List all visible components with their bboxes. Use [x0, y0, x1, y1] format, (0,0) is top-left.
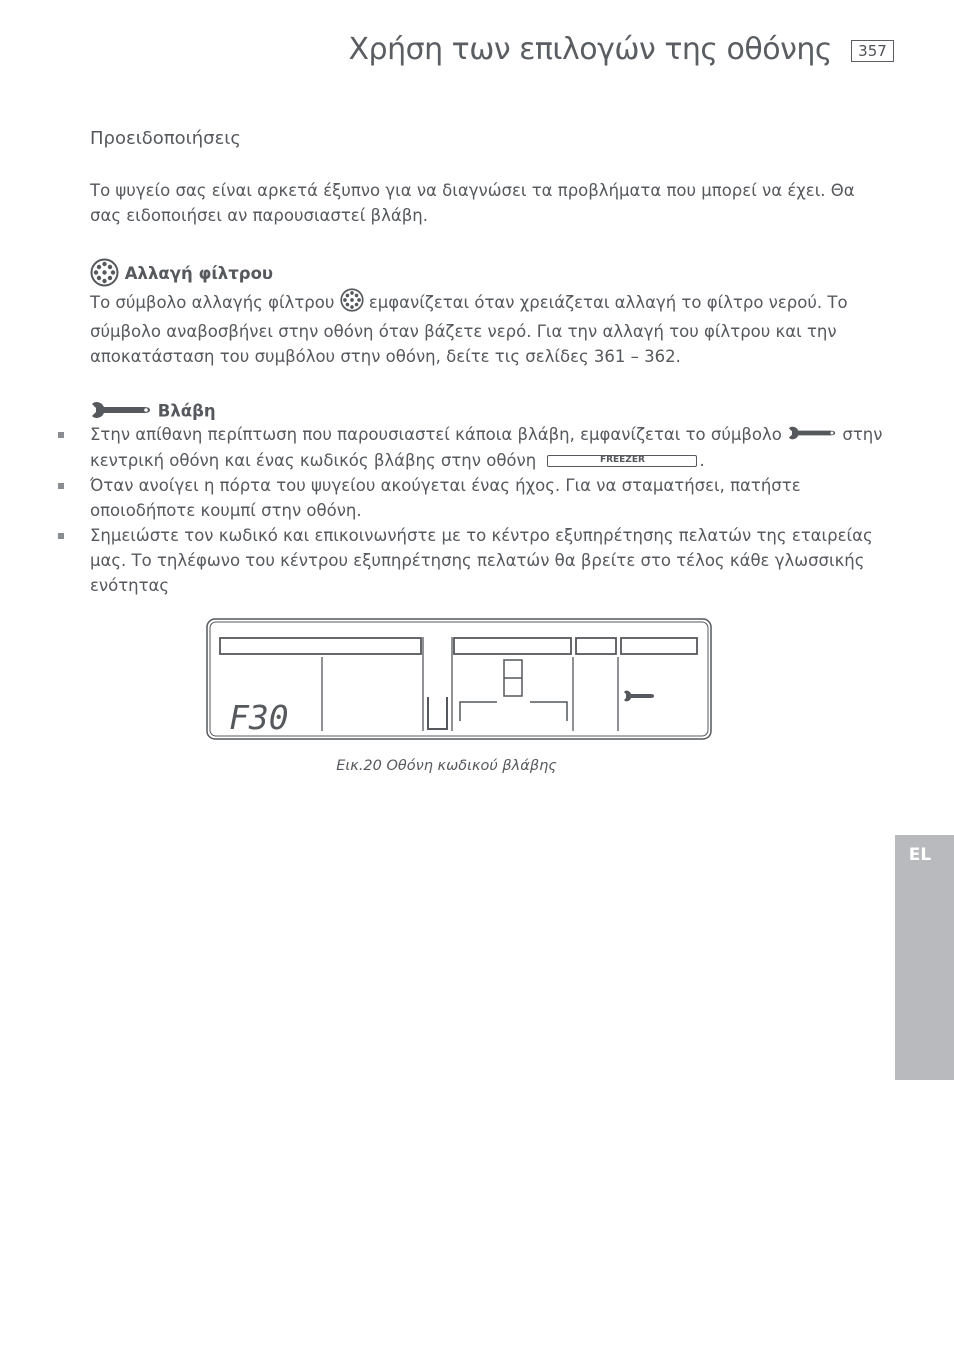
filter-text-before: Το σύμβολο αλλαγής φίλτρου — [90, 293, 335, 312]
intro-paragraph: Το ψυγείο σας είναι αρκετά έξυπνο για να διαγνώσει τα προβλήματα που μπορεί να έχει. Θα σας ειδοποιήσει αν παρουσιαστεί βλάβη. — [90, 181, 855, 225]
wrench-icon — [787, 423, 837, 448]
filter-change-heading: Αλλαγή φίλτρου — [124, 264, 274, 283]
language-tab-label: EL — [908, 845, 932, 865]
filter-icon — [340, 288, 364, 319]
wrench-icon — [624, 691, 654, 702]
filter-change-heading-row — [90, 258, 273, 291]
page-title: Χρήση των επιλογών της οθόνης — [348, 32, 832, 67]
bullet-marker — [58, 432, 64, 438]
bullet-marker — [58, 533, 64, 539]
bullet-text-end: . — [699, 451, 705, 470]
freezer-display-chip: FREEZER — [547, 455, 697, 467]
list-item — [90, 473, 890, 523]
section-heading: Προειδοποιήσεις — [90, 128, 241, 149]
fault-code-text: F30 — [229, 698, 289, 737]
filter-text-after: εμφανίζεται όταν χρειάζεται αλλαγή το φίλτρο νερού. Το σύμβολο αναβοσβήνει στην οθόνη όταν βάζετε νερό. Για την αλλαγή του φίλτρου και την αποκατάσταση του συμβόλου στην οθόνη, δείτε τις σελίδες 361 – 362. — [90, 293, 848, 366]
language-tab — [895, 835, 954, 1080]
bullet-text-before: Στην απίθανη περίπτωση που παρουσιαστεί κάποια βλάβη, εμφανίζεται το σύμβολο — [90, 425, 782, 444]
list-item — [90, 523, 890, 598]
fault-heading: Βλάβη — [157, 401, 216, 421]
fault-bullet-list — [90, 422, 890, 598]
filter-change-paragraph — [90, 288, 890, 369]
fault-heading-row — [90, 400, 216, 424]
bullet-text-after: στην κεντρική οθόνη και ένας κωδικός βλάβης στην οθόνη — [90, 425, 883, 470]
bullet-text: Όταν ανοίγει η πόρτα του ψυγείου ακούγεται ένας ήχος. Για να σταματήσει, πατήστε οποιοδήποτε κουμπί στην οθόνη. — [90, 476, 801, 520]
figure-caption: Εικ.20 Οθόνη κωδικού βλάβης — [336, 758, 557, 774]
filter-icon — [90, 258, 119, 291]
page-number: 357 — [851, 40, 894, 62]
bullet-text: Σημειώστε τον κωδικό και επικοινωνήστε με το κέντρο εξυπηρέτησης πελατών της εταιρείας μας. Το τηλέφωνο του κέντρου εξυπηρέτησης πελατών θα βρείτε στο τέλος κάθε γλωσσικής ενότητας — [90, 526, 873, 595]
list-item — [90, 422, 890, 473]
wrench-icon — [90, 400, 152, 424]
fault-code-display-figure — [205, 617, 713, 743]
bullet-marker — [58, 483, 64, 489]
